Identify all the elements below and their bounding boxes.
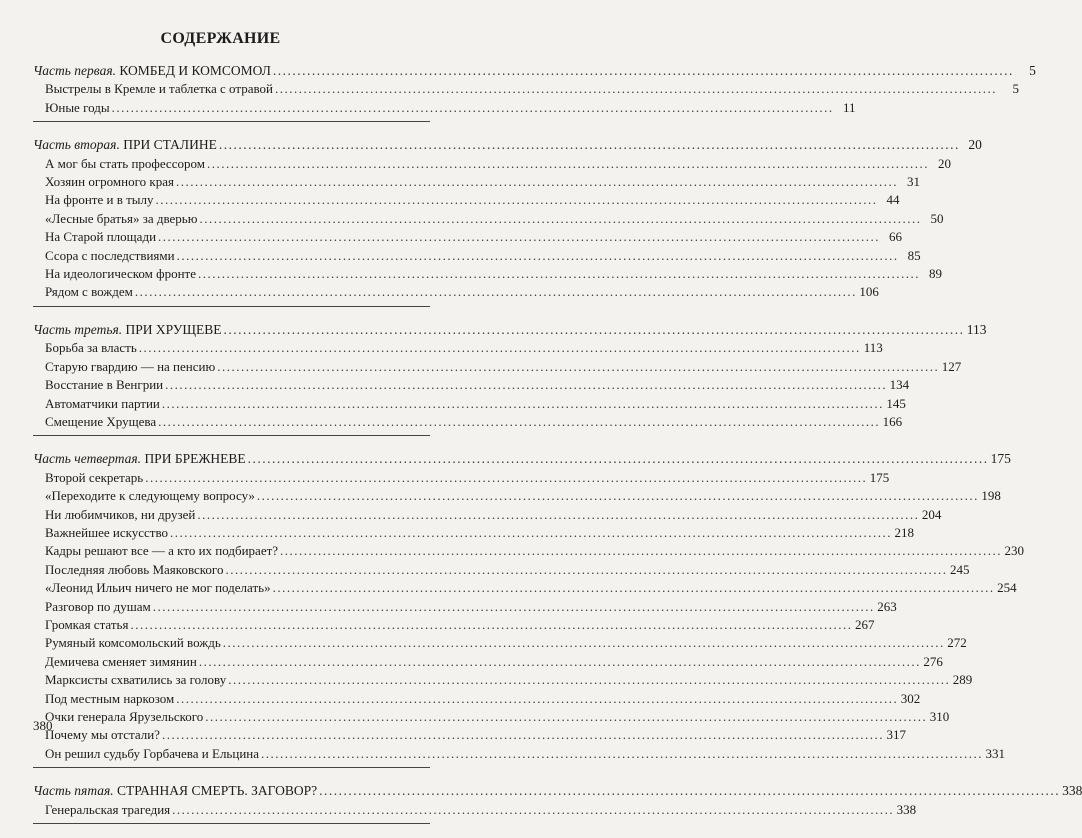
dot-leader: [176, 173, 898, 191]
chapter-title: Он решил судьбу Горбачева и Ельцина: [45, 745, 259, 761]
toc-chapter[interactable]: [33, 265, 942, 283]
dot-leader: [199, 210, 921, 228]
dot-leader: [135, 283, 857, 301]
chapter-page: 113: [863, 340, 883, 356]
toc-chapter[interactable]: [33, 616, 875, 634]
toc-part-heading[interactable]: [33, 450, 1011, 468]
dot-leader: [217, 358, 939, 376]
chapter-title: «Леонид Ильич ничего не мог поделать»: [45, 580, 271, 596]
chapter-title: Важнейшее искусство: [45, 524, 169, 540]
toc-chapter[interactable]: [33, 726, 906, 744]
part-page: 113: [966, 321, 987, 337]
toc-chapter[interactable]: [33, 469, 890, 487]
chapter-page: 106: [859, 284, 879, 300]
chapter-page: 267: [854, 616, 875, 632]
chapter-page: 11: [843, 99, 856, 115]
chapter-title: Марксисты схватились за голову: [45, 672, 227, 688]
chapter-page: 134: [889, 377, 910, 393]
dot-leader: [199, 653, 921, 671]
chapter-page: 254: [997, 580, 1017, 596]
chapter-page: 127: [941, 358, 962, 374]
dot-leader: [145, 469, 867, 487]
toc-chapter[interactable]: [33, 210, 944, 228]
toc-chapter[interactable]: [33, 579, 1017, 597]
part-name: СТРАННАЯ СМЕРТЬ. ЗАГОВОР?: [117, 783, 318, 799]
dot-leader: [225, 561, 947, 579]
chapter-page: 331: [985, 745, 1005, 761]
chapter-title: Румяный комсомольский вождь: [45, 635, 221, 651]
part-label: Часть первая.: [33, 63, 116, 78]
chapter-page: 166: [882, 413, 903, 429]
toc-chapter[interactable]: [33, 228, 903, 246]
chapter-title: Хозяин огромного края: [45, 174, 174, 190]
chapter-page: 66: [889, 229, 903, 245]
dot-leader: [158, 228, 880, 246]
chapter-page: 145: [886, 395, 906, 411]
toc-chapter[interactable]: [33, 99, 856, 117]
chapter-page: 20: [937, 155, 951, 171]
chapter-title: Разговор по душам: [45, 598, 151, 614]
chapter-page: 276: [923, 653, 943, 669]
dot-leader: [275, 80, 997, 98]
chapter-title: Демичева сменяет зимянин: [45, 653, 197, 669]
part-label: Часть пятая.: [33, 783, 114, 799]
dot-leader: [156, 191, 878, 209]
toc-chapter[interactable]: [33, 745, 1005, 763]
dot-leader: [153, 598, 875, 616]
chapter-title: Второй секретарь: [45, 469, 144, 485]
toc-chapter[interactable]: [33, 801, 917, 819]
toc-chapter[interactable]: [33, 506, 942, 524]
chapter-title: Очки генерала Ярузельского: [45, 709, 204, 724]
dot-leader: [273, 579, 995, 597]
dot-leader: [158, 413, 880, 431]
chapter-page: 245: [949, 561, 970, 577]
toc-chapter[interactable]: [33, 671, 973, 689]
chapter-title: Выстрелы в Кремле и таблетка с отравой: [45, 81, 273, 97]
dot-leader: [176, 690, 898, 708]
toc-chapter[interactable]: [33, 634, 967, 652]
chapter-page: 289: [952, 672, 973, 688]
toc-part: [33, 321, 987, 436]
chapter-page: 272: [947, 635, 967, 651]
toc-chapter[interactable]: [33, 80, 1019, 98]
chapter-page: 198: [981, 488, 1001, 504]
chapter-page: 218: [894, 524, 915, 540]
table-of-contents: [33, 62, 1082, 838]
dot-leader: [257, 487, 979, 505]
chapter-page: 230: [1004, 543, 1025, 559]
dot-leader: [198, 265, 920, 283]
chapter-title: На идеологическом фронте: [45, 266, 196, 282]
chapter-title: «Лесные братья» за дверью: [45, 210, 198, 226]
chapter-title: На фронте и в тылу: [45, 192, 154, 208]
chapter-title: На Старой площади: [45, 229, 157, 245]
toc-part-heading[interactable]: [33, 321, 987, 339]
toc-part: [33, 782, 1082, 824]
toc-part: [33, 62, 1036, 122]
chapter-title: Последняя любовь Маяковского: [45, 561, 224, 577]
toc-chapter[interactable]: [33, 376, 910, 394]
toc-chapter[interactable]: [33, 283, 879, 301]
part-name: ПРИ ХРУЩЕВЕ: [125, 321, 222, 337]
chapter-page: 31: [906, 174, 920, 190]
chapter-page: 5: [1012, 81, 1019, 97]
chapter-page: 317: [886, 727, 906, 743]
part-page: 338: [1062, 783, 1082, 799]
dot-leader: [130, 616, 852, 634]
toc-chapter[interactable]: [33, 155, 951, 173]
toc-part: [33, 450, 1025, 768]
chapter-title: Кадры решают все — а кто их подбирает?: [45, 543, 279, 559]
chapter-title: Громкая статья: [45, 616, 129, 632]
part-page: 5: [1029, 63, 1036, 78]
toc-chapter[interactable]: [33, 708, 950, 726]
chapter-title: Ни любимчиков, ни друзей: [45, 506, 196, 522]
part-name: ПРИ СТАЛИНЕ: [123, 137, 217, 153]
chapter-title: Борьба за власть: [45, 340, 137, 356]
part-name: КОМБЕД И КОМСОМОЛ: [119, 63, 271, 78]
chapter-page: 302: [900, 690, 921, 706]
chapter-title: «Переходите к следующему вопросу»: [45, 488, 255, 504]
page-number: 380: [33, 718, 53, 733]
chapter-page: 44: [886, 192, 900, 208]
toc-part-heading[interactable]: [33, 62, 1036, 80]
part-page: 20: [968, 137, 982, 153]
toc-chapter[interactable]: [33, 247, 921, 265]
toc-chapter[interactable]: [33, 487, 1001, 505]
dot-leader: [172, 801, 894, 819]
dot-leader: [205, 708, 927, 726]
dot-leader: [162, 726, 884, 744]
toc-part-heading[interactable]: [33, 782, 1082, 800]
chapter-page: 85: [907, 247, 921, 263]
toc-chapter[interactable]: [33, 542, 1025, 560]
chapter-title: Рядом с вождем: [45, 284, 133, 300]
chapter-title: Автоматчики партии: [45, 395, 160, 411]
toc-chapter[interactable]: [33, 358, 962, 376]
toc-chapter[interactable]: [33, 598, 897, 616]
dot-leader: [273, 62, 1014, 80]
chapter-page: 50: [930, 210, 944, 226]
toc-chapter[interactable]: [33, 173, 920, 191]
page-title: СОДЕРЖАНИЕ: [160, 30, 281, 47]
chapter-title: Восстание в Венгрии: [45, 377, 164, 393]
dot-leader: [165, 376, 887, 394]
dot-leader: [228, 671, 950, 689]
chapter-page: 263: [877, 598, 897, 614]
chapter-page: 89: [928, 266, 942, 282]
chapter-title: Юные годы: [45, 99, 110, 115]
part-page: 175: [990, 451, 1011, 467]
toc-part-heading[interactable]: [33, 136, 982, 154]
chapter-page: 338: [896, 801, 917, 817]
chapter-title: Смещение Хрущева: [45, 413, 157, 429]
part-name: ПРИ БРЕЖНЕВЕ: [144, 451, 246, 467]
part-label: Часть четвертая.: [33, 451, 142, 467]
toc-chapter[interactable]: [33, 395, 906, 413]
toc-chapter[interactable]: [33, 339, 883, 357]
part-label: Часть вторая.: [33, 137, 120, 153]
dot-leader: [280, 542, 1002, 560]
dot-leader: [197, 506, 919, 524]
chapter-page: 175: [869, 469, 890, 485]
chapter-title: Старую гвардию — на пенсию: [45, 358, 216, 374]
dot-leader: [319, 782, 1060, 800]
chapter-page: 310: [929, 709, 950, 724]
dot-leader: [162, 395, 884, 413]
toc-chapter[interactable]: [33, 524, 915, 542]
chapter-title: Ссора с последствиями: [45, 247, 175, 263]
toc-chapter[interactable]: [33, 191, 900, 209]
dot-leader: [223, 634, 945, 652]
chapter-title: Под местным наркозом: [45, 690, 175, 706]
toc-chapter[interactable]: [33, 653, 943, 671]
toc-chapter[interactable]: [33, 561, 970, 579]
dot-leader: [139, 339, 861, 357]
dot-leader: [170, 524, 892, 542]
chapter-title: Почему мы отстали?: [45, 727, 160, 743]
toc-chapter[interactable]: [33, 413, 903, 431]
chapter-title: Генеральская трагедия: [45, 801, 171, 817]
dot-leader: [112, 99, 834, 117]
chapter-title: А мог бы стать профессором: [45, 155, 205, 171]
toc-part: [33, 136, 982, 307]
chapter-page: 204: [921, 506, 942, 522]
dot-leader: [207, 155, 929, 173]
dot-leader: [248, 450, 989, 468]
part-label: Часть третья.: [33, 321, 123, 337]
dot-leader: [219, 136, 960, 154]
toc-chapter[interactable]: [33, 690, 921, 708]
dot-leader: [177, 247, 899, 265]
dot-leader: [224, 321, 965, 339]
dot-leader: [261, 745, 983, 763]
